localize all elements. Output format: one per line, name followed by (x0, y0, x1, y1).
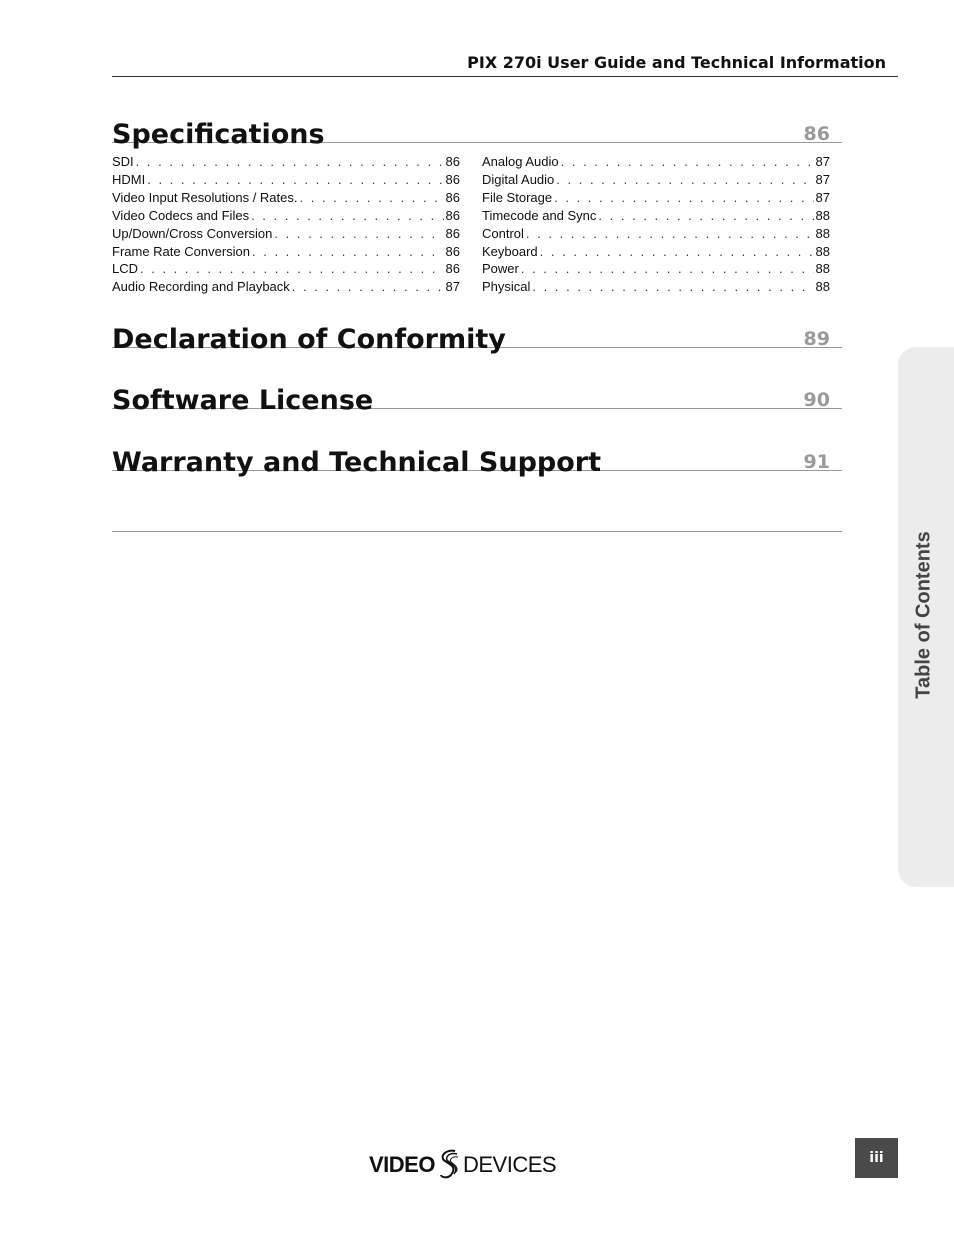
toc-section-software-license (112, 376, 842, 416)
toc-entry[interactable] (112, 278, 460, 296)
section-heading-row (112, 110, 842, 150)
toc-entry-label: File Storage (482, 189, 553, 205)
toc-entry-label: LCD (112, 261, 139, 277)
toc-entry-page: 87 (815, 154, 830, 169)
toc-entry-label: SDI (112, 154, 134, 169)
header-divider (112, 76, 898, 77)
toc-section-declaration (112, 315, 842, 355)
toc-entry-page: 86 (445, 225, 460, 241)
toc-entry-page: 88 (815, 207, 830, 223)
toc-entry-label: Analog Audio (482, 154, 559, 169)
toc-entry-page: 87 (445, 279, 460, 295)
toc-entry-page: 88 (815, 225, 830, 241)
section-title[interactable]: Declaration of Conformity (112, 324, 506, 355)
dot-leader (140, 260, 444, 278)
section-page-number[interactable]: 89 (803, 328, 830, 350)
toc-entry[interactable] (482, 260, 830, 278)
toc-entry[interactable] (482, 278, 830, 296)
toc-entry[interactable] (482, 153, 830, 171)
dot-leader (532, 278, 813, 296)
toc-entry-label: Video Codecs and Files (112, 207, 250, 223)
toc-entry-label: Frame Rate Conversion (112, 243, 250, 259)
toc-entry-label: Digital Audio (482, 171, 555, 187)
dot-leader (300, 189, 444, 207)
toc-entry-page: 86 (445, 207, 460, 223)
dot-leader (561, 153, 814, 171)
toc-entry[interactable] (112, 189, 460, 207)
section-page-number[interactable]: 90 (803, 389, 830, 411)
section-title[interactable]: Specifications (112, 119, 325, 150)
toc-entry[interactable] (112, 171, 460, 189)
dot-leader (147, 171, 443, 189)
section-heading-row (112, 315, 842, 355)
dot-leader (556, 171, 813, 189)
dot-leader (540, 243, 814, 261)
dot-leader (526, 225, 814, 243)
toc-entry[interactable] (482, 243, 830, 261)
toc-entry-page: 88 (815, 243, 830, 259)
toc-entry-page: 86 (445, 261, 460, 277)
toc-entry[interactable] (112, 207, 460, 225)
dot-leader (292, 278, 444, 296)
toc-entry-label: Physical (482, 279, 531, 295)
dot-leader (274, 225, 443, 243)
toc-entry[interactable] (112, 243, 460, 261)
toc-entry[interactable] (482, 225, 830, 243)
toc-entry-label: Video Input Resolutions / Rates. (112, 189, 298, 205)
logo-word-video: VIDEO (369, 1152, 435, 1177)
toc-entry[interactable] (482, 171, 830, 189)
side-tab-label: Table of Contents (912, 531, 935, 699)
section-title[interactable]: Warranty and Technical Support (112, 447, 602, 478)
toc-section-warranty (112, 438, 842, 478)
toc-entry[interactable] (112, 225, 460, 243)
document-header-title: PIX 270i User Guide and Technical Information (467, 53, 886, 72)
toc-section-specifications (112, 110, 842, 296)
section-heading-row (112, 438, 842, 478)
toc-entry-label: HDMI (112, 171, 146, 187)
page-number-box (855, 1138, 898, 1178)
dot-leader (251, 207, 443, 225)
toc-entry-label: Control (482, 225, 524, 241)
toc-entries (112, 153, 842, 296)
swirl-logo-icon (437, 1147, 461, 1183)
toc-entry-page: 87 (815, 171, 830, 187)
toc-entry-page: 86 (445, 154, 460, 169)
toc-entry-page: 86 (445, 171, 460, 187)
section-page-number[interactable]: 91 (803, 451, 830, 473)
dot-leader (521, 260, 814, 278)
dot-leader (554, 189, 813, 207)
toc-entry-page: 86 (445, 243, 460, 259)
page-number: iii (869, 1150, 884, 1166)
logo-word-devices: DEVICES (462, 1152, 557, 1177)
toc-entry-page: 88 (815, 279, 830, 295)
dot-leader (598, 207, 813, 225)
toc-entry-page: 87 (815, 189, 830, 205)
toc-entry[interactable] (112, 153, 460, 171)
toc-entry-page: 88 (815, 261, 830, 277)
toc-entry[interactable] (482, 189, 830, 207)
section-heading-row (112, 376, 842, 416)
dot-leader (136, 153, 444, 171)
toc-column-left (112, 153, 460, 296)
dot-leader (252, 243, 444, 261)
toc-entry[interactable] (112, 260, 460, 278)
toc-entry-label: Keyboard (482, 243, 538, 259)
toc-entry-label: Audio Recording and Playback (112, 279, 290, 295)
section-page-number[interactable]: 86 (803, 123, 830, 145)
toc-entry-page: 86 (445, 189, 460, 205)
toc-entry-label: Power (482, 261, 519, 277)
toc-entry[interactable] (482, 207, 830, 225)
toc-end-divider (112, 531, 842, 532)
toc-column-right (482, 153, 830, 296)
brand-logo (369, 1148, 556, 1182)
toc-entry-label: Timecode and Sync (482, 207, 597, 223)
section-title[interactable]: Software License (112, 385, 374, 416)
toc-entry-label: Up/Down/Cross Conversion (112, 225, 273, 241)
